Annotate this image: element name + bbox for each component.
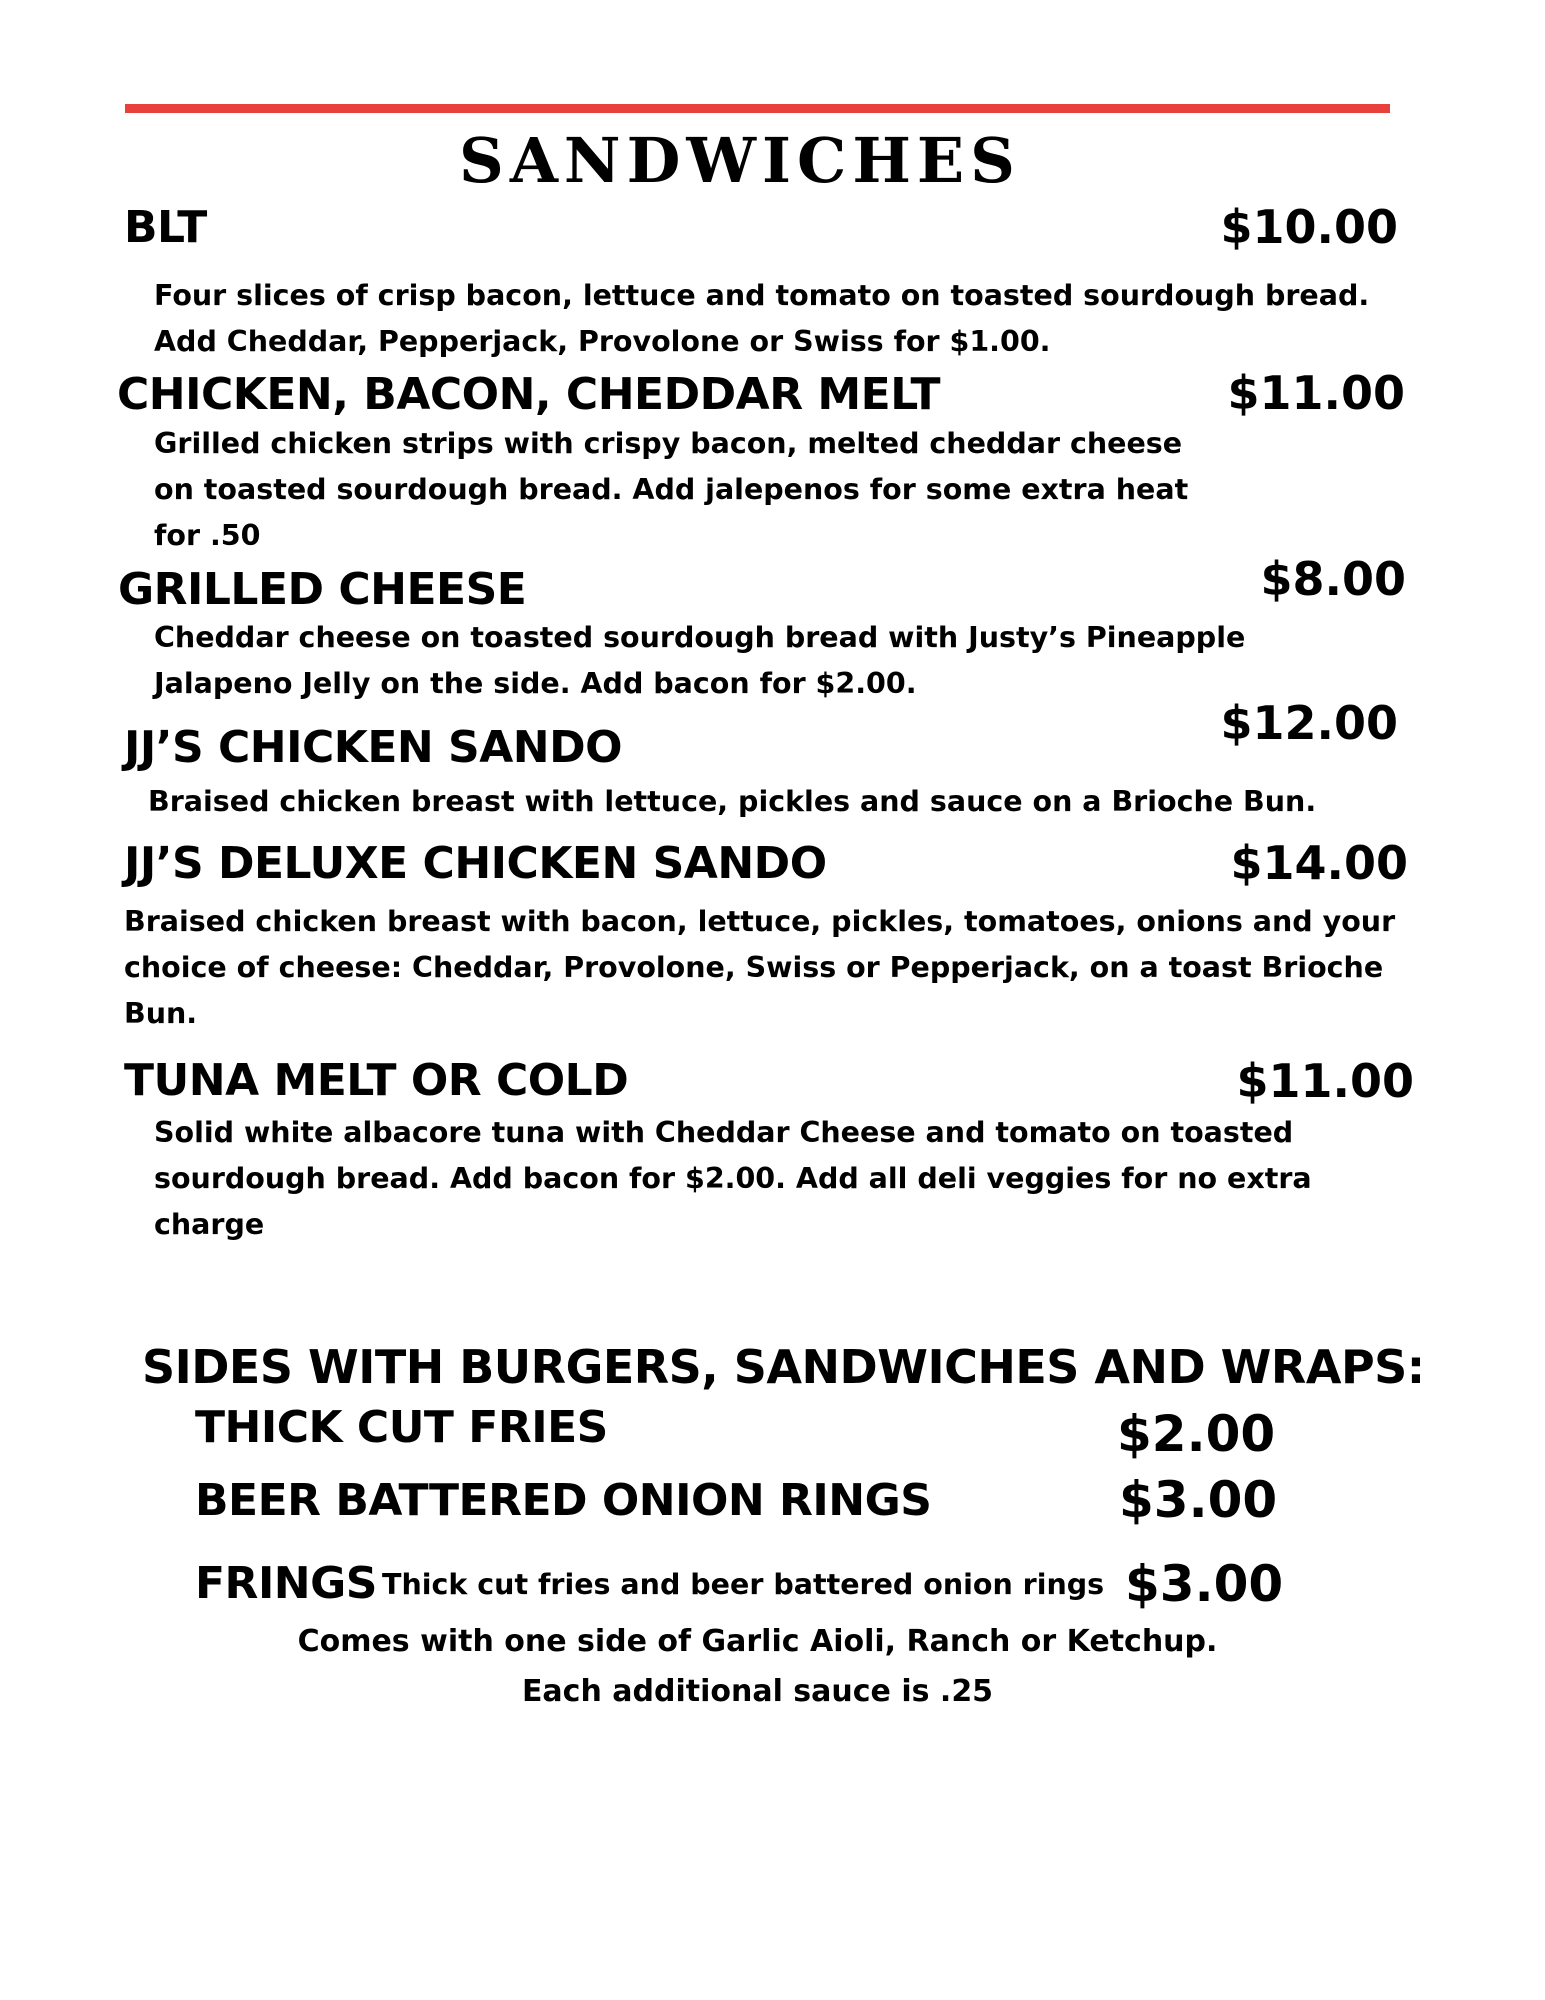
- item-description-line: Four slices of crisp bacon, lettuce and tomato on toasted sourdough bread.: [154, 279, 1370, 312]
- item-description-line: sourdough bread. Add bacon for $2.00. Add all deli veggies for no extra: [154, 1162, 1312, 1195]
- item-description-line: on toasted sourdough bread. Add jalepenos for some extra heat: [154, 473, 1189, 506]
- item-price: $10.00: [1220, 200, 1398, 254]
- item-price: $11.00: [1236, 1054, 1414, 1108]
- side-price: $3.00: [1125, 1555, 1284, 1613]
- red-divider-rule: [125, 104, 1390, 113]
- item-price: $12.00: [1220, 696, 1398, 750]
- item-description-line: charge: [154, 1208, 265, 1241]
- item-price: $8.00: [1260, 552, 1406, 606]
- sides-heading: SIDES WITH BURGERS, SANDWICHES AND WRAPS:: [142, 1340, 1425, 1394]
- item-description-line: Braised chicken breast with lettuce, pickles and sauce on a Brioche Bun.: [148, 785, 1317, 818]
- side-name: THICK CUT FRIES: [195, 1402, 608, 1453]
- item-price: $14.00: [1230, 836, 1408, 890]
- side-description: Thick cut fries and beer battered onion rings: [382, 1568, 1105, 1601]
- side-price: $3.00: [1119, 1471, 1278, 1529]
- side-name: BEER BATTERED ONION RINGS: [195, 1475, 932, 1526]
- item-name: JJ’S CHICKEN SANDO: [124, 722, 623, 773]
- side-price: $2.00: [1117, 1405, 1276, 1463]
- item-description-line: Jalapeno Jelly on the side. Add bacon for $2.00.: [154, 667, 917, 700]
- item-name: BLT: [124, 202, 207, 253]
- item-description-line: Bun.: [124, 997, 198, 1030]
- item-name: GRILLED CHEESE: [118, 564, 527, 615]
- item-name: TUNA MELT OR COLD: [124, 1055, 629, 1106]
- item-description-line: Solid white albacore tuna with Cheddar Cheese and tomato on toasted: [154, 1116, 1294, 1149]
- sauce-note-line: Comes with one side of Garlic Aioli, Ranch or Ketchup.: [297, 1624, 1218, 1659]
- sauce-note-line: Each additional sauce is .25: [521, 1674, 994, 1709]
- item-description-line: Cheddar cheese on toasted sourdough bread with Justy’s Pineapple: [154, 621, 1246, 654]
- menu-title: SANDWICHES: [459, 124, 1021, 197]
- side-name: FRINGS: [195, 1558, 377, 1609]
- item-description-line: Add Cheddar, Pepperjack, Provolone or Swiss for $1.00.: [154, 325, 1051, 358]
- item-price: $11.00: [1227, 366, 1405, 420]
- item-description-line: Braised chicken breast with bacon, lettuce, pickles, tomatoes, onions and your: [124, 905, 1396, 938]
- item-description-line: choice of cheese: Cheddar, Provolone, Swiss or Pepperjack, on a toast Brioche: [124, 951, 1384, 984]
- item-name: JJ’S DELUXE CHICKEN SANDO: [124, 838, 827, 889]
- item-description-line: Grilled chicken strips with crispy bacon, melted cheddar cheese: [154, 427, 1183, 460]
- item-name: CHICKEN, BACON, CHEDDAR MELT: [117, 369, 941, 420]
- item-description-line: for .50: [154, 519, 261, 552]
